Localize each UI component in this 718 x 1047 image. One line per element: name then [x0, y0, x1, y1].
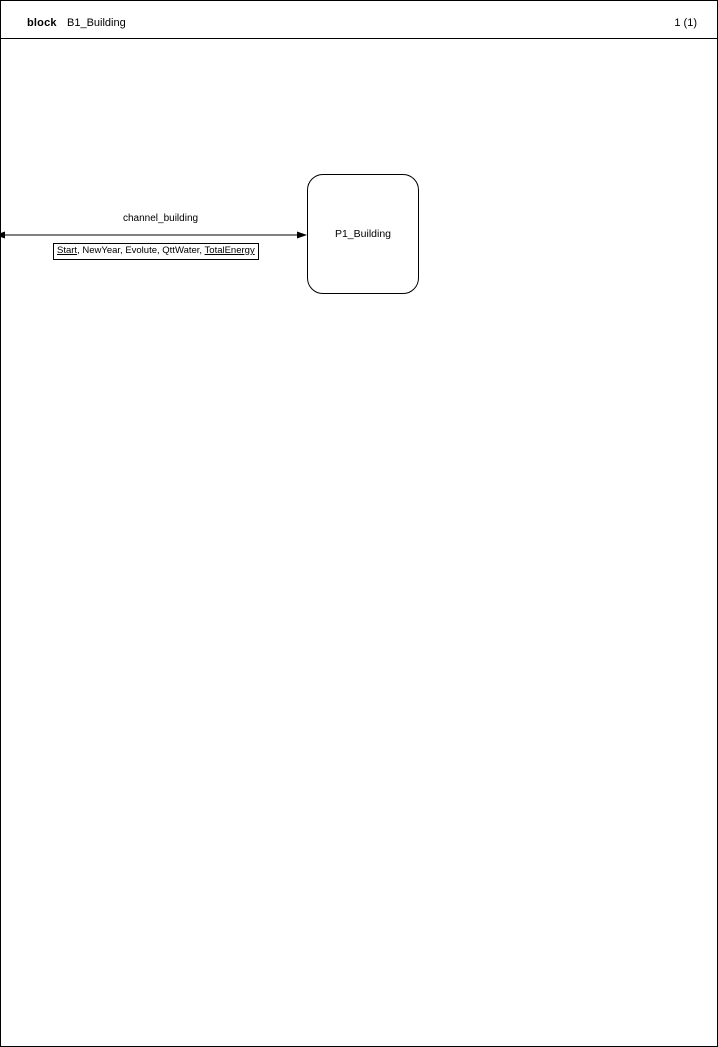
channel-signal-list [53, 243, 259, 260]
diagram-canvas [1, 39, 717, 1046]
signal-sep-4: , [199, 245, 205, 256]
signal-newyear: NewYear [82, 245, 121, 256]
diagram-kind-label: block [27, 17, 57, 29]
channel-name-label: channel_building [123, 213, 199, 224]
signal-qttwater: QttWater [162, 245, 200, 256]
block-node-label: P1_Building [334, 228, 392, 240]
signal-evolute: Evolute [125, 245, 157, 256]
block-node-p1-building[interactable] [307, 174, 419, 294]
page-number: 1 (1) [674, 17, 697, 29]
page-header [1, 1, 717, 39]
signal-sep-2: , [120, 245, 126, 256]
signal-sep-1: , [77, 245, 83, 256]
signal-sep-3: , [157, 245, 163, 256]
signal-totalenergy: TotalEnergy [204, 245, 255, 256]
signal-start: Start [57, 245, 78, 256]
page-title: B1_Building [67, 17, 126, 29]
